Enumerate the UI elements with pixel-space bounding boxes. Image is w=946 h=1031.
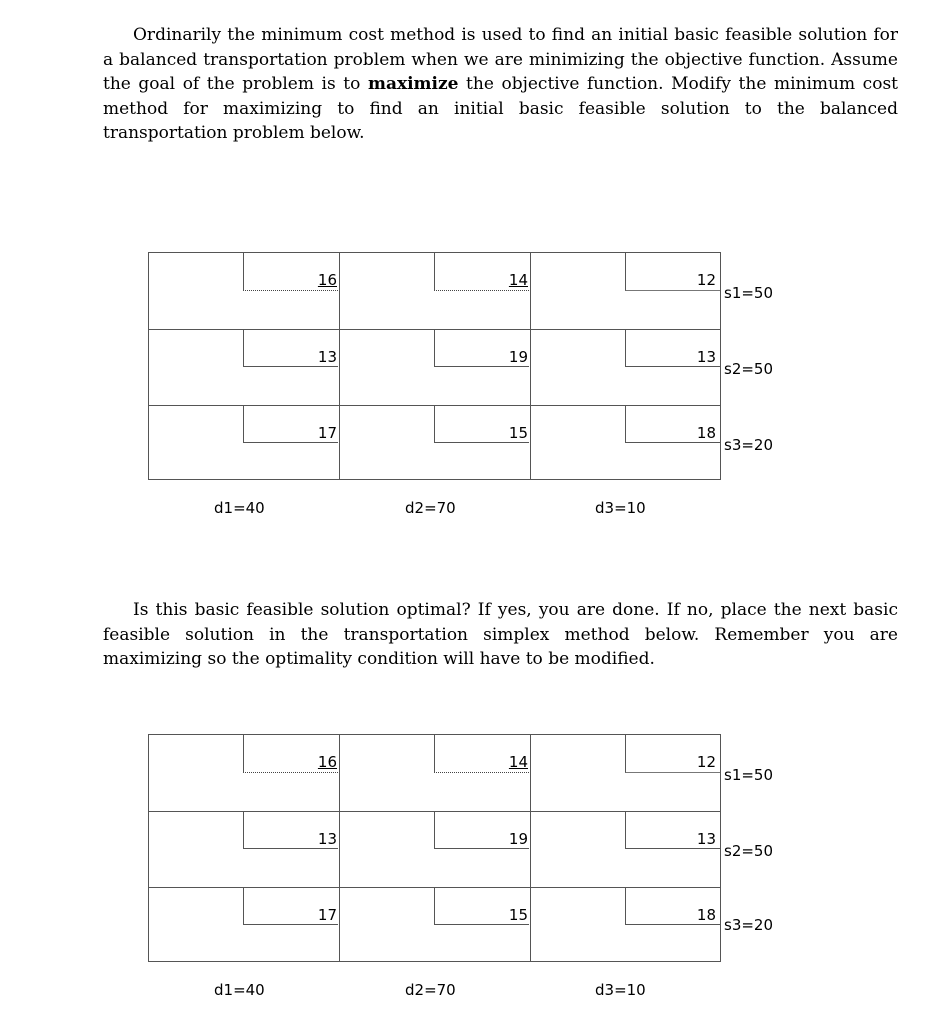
question-paragraph: Is this basic feasible solution optimal? If yes, you are done. If no, place the next basic feasible solution in the transportation simplex method below. Remember you are maximizing so the optimality condition will have to be modified. bbox=[103, 600, 898, 669]
cost-r3-c1: 17 bbox=[317, 424, 337, 442]
cost-r3-c3: 18 bbox=[696, 424, 716, 442]
cost-r2-c3: 13 bbox=[696, 348, 716, 366]
column-divider bbox=[339, 253, 340, 479]
column-divider bbox=[339, 735, 340, 961]
cost-r2-c2: 19 bbox=[508, 830, 528, 848]
demand-d3: d3=10 bbox=[595, 499, 646, 517]
cost-r3-c2: 15 bbox=[508, 424, 528, 442]
cost-r1-c2: 14 bbox=[508, 271, 528, 289]
cost-r3-c1: 17 bbox=[317, 906, 337, 924]
demand-d1: d1=40 bbox=[214, 981, 265, 999]
cost-r2-c3: 13 bbox=[696, 830, 716, 848]
cost-r1-c1: 16 bbox=[317, 271, 337, 289]
intro-text-after: the objective function. Modify the minimum cost method for maximizing to find an initial basic feasible solution to the balanced transportation problem below. bbox=[103, 74, 898, 143]
intro-paragraph bbox=[103, 23, 898, 146]
cost-r3-c2: 15 bbox=[508, 906, 528, 924]
cost-r2-c1: 13 bbox=[317, 348, 337, 366]
supply-s3: s3=20 bbox=[724, 436, 774, 454]
intro-text-before: Ordinarily the minimum cost method is used to find an initial basic feasible solution for a balanced transportation problem when we are minimizing the objective function. Assume the goal of the problem is to bbox=[103, 25, 898, 94]
demand-d2: d2=70 bbox=[405, 981, 456, 999]
demand-d2: d2=70 bbox=[405, 499, 456, 517]
cost-r1-c3: 12 bbox=[696, 271, 716, 289]
cost-r3-c3: 18 bbox=[696, 906, 716, 924]
column-divider bbox=[530, 253, 531, 479]
supply-s2: s2=50 bbox=[724, 842, 774, 860]
transportation-table-next bbox=[148, 734, 721, 962]
demand-d3: d3=10 bbox=[595, 981, 646, 999]
cost-r1-c1: 16 bbox=[317, 753, 337, 771]
supply-s1: s1=50 bbox=[724, 284, 774, 302]
cost-r1-c3: 12 bbox=[696, 753, 716, 771]
cost-r2-c2: 19 bbox=[508, 348, 528, 366]
cost-r1-c2: 14 bbox=[508, 753, 528, 771]
transportation-table-initial bbox=[148, 252, 721, 480]
cost-r2-c1: 13 bbox=[317, 830, 337, 848]
supply-s3: s3=20 bbox=[724, 916, 774, 934]
supply-s1: s1=50 bbox=[724, 766, 774, 784]
demand-d1: d1=40 bbox=[214, 499, 265, 517]
supply-s2: s2=50 bbox=[724, 360, 774, 378]
column-divider bbox=[530, 735, 531, 961]
intro-emphasis: maximize bbox=[367, 74, 459, 94]
